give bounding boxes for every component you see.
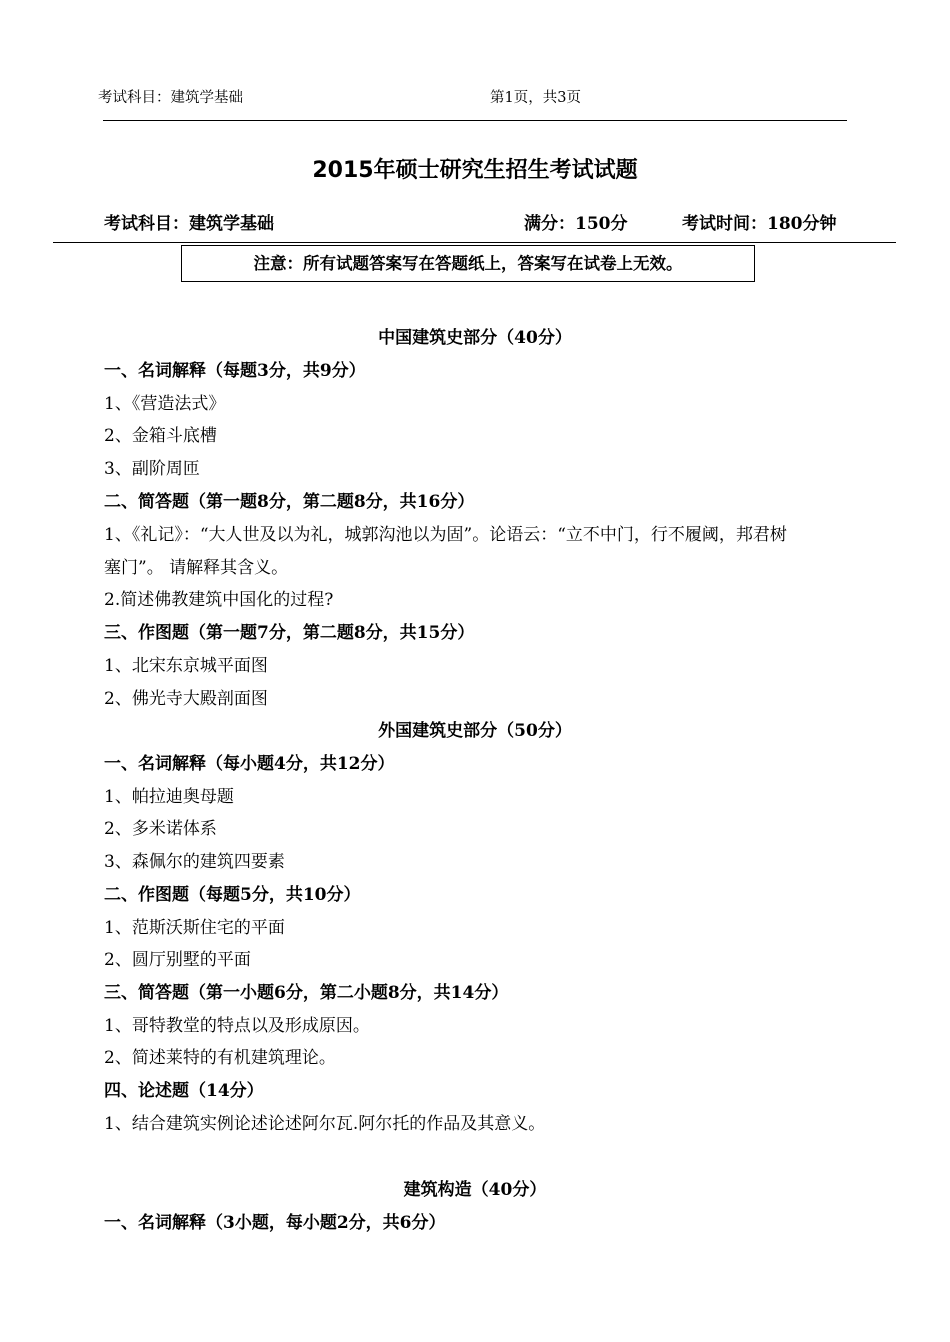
question-group-heading: 一、名词解释（3小题，每小题2分，共6分） [104, 1213, 446, 1233]
notice-box: 注意：所有试题答案写在答题纸上，答案写在试卷上无效。 [181, 245, 755, 282]
question-item: 2、圆厅别墅的平面 [104, 950, 251, 970]
question-item: 1、北宋东京城平面图 [104, 656, 268, 676]
question-group-heading: 一、名词解释（每小题4分，共12分） [104, 754, 395, 774]
title-divider [53, 242, 896, 243]
exam-time: 考试时间：180分钟 [682, 214, 837, 234]
question-item: 2、佛光寺大殿剖面图 [104, 689, 268, 709]
question-item: 1、《营造法式》 [104, 394, 226, 414]
question-item: 1、哥特教堂的特点以及形成原因。 [104, 1016, 370, 1036]
section-heading-chinese-history: 中国建筑史部分（40分） [378, 328, 572, 348]
question-group-heading: 三、作图题（第一题7分，第二题8分，共15分） [104, 623, 475, 643]
question-item-continuation: 塞门”。 请解释其含义。 [104, 558, 289, 578]
section-heading-foreign-history: 外国建筑史部分（50分） [378, 721, 572, 741]
header-divider [103, 120, 847, 121]
question-item: 3、森佩尔的建筑四要素 [104, 852, 285, 872]
running-header-subject: 考试科目：建筑学基础 [98, 90, 243, 106]
question-item: 2、多米诺体系 [104, 819, 217, 839]
question-group-heading: 四、论述题（14分） [104, 1081, 264, 1101]
section-heading-construction: 建筑构造（40分） [403, 1180, 547, 1200]
question-group-heading: 三、简答题（第一小题6分，第二小题8分，共14分） [104, 983, 509, 1003]
exam-subject: 考试科目：建筑学基础 [104, 214, 274, 234]
question-item: 2.简述佛教建筑中国化的过程? [104, 590, 334, 610]
question-item: 1、帕拉迪奥母题 [104, 787, 234, 807]
question-item: 1、结合建筑实例论述论述阿尔瓦.阿尔托的作品及其意义。 [104, 1114, 546, 1134]
question-group-heading: 一、名词解释（每题3分，共9分） [104, 361, 366, 381]
question-item: 2、简述莱特的有机建筑理论。 [104, 1048, 336, 1068]
question-group-heading: 二、作图题（每题5分，共10分） [104, 885, 361, 905]
question-item: 2、金箱斗底槽 [104, 426, 217, 446]
full-score: 满分：150分 [524, 214, 628, 234]
question-item: 1、范斯沃斯住宅的平面 [104, 918, 285, 938]
exam-title: 2015年硕士研究生招生考试试题 [312, 158, 638, 183]
question-item: 3、副阶周匝 [104, 459, 200, 479]
question-group-heading: 二、简答题（第一题8分，第二题8分，共16分） [104, 492, 475, 512]
question-item: 1、《礼记》：“大人世及以为礼，城郭沟池以为固”。论语云：“立不中门，行不履阈，邦君树 [104, 525, 787, 545]
running-header-page-number: 第1页，共3页 [490, 90, 581, 106]
